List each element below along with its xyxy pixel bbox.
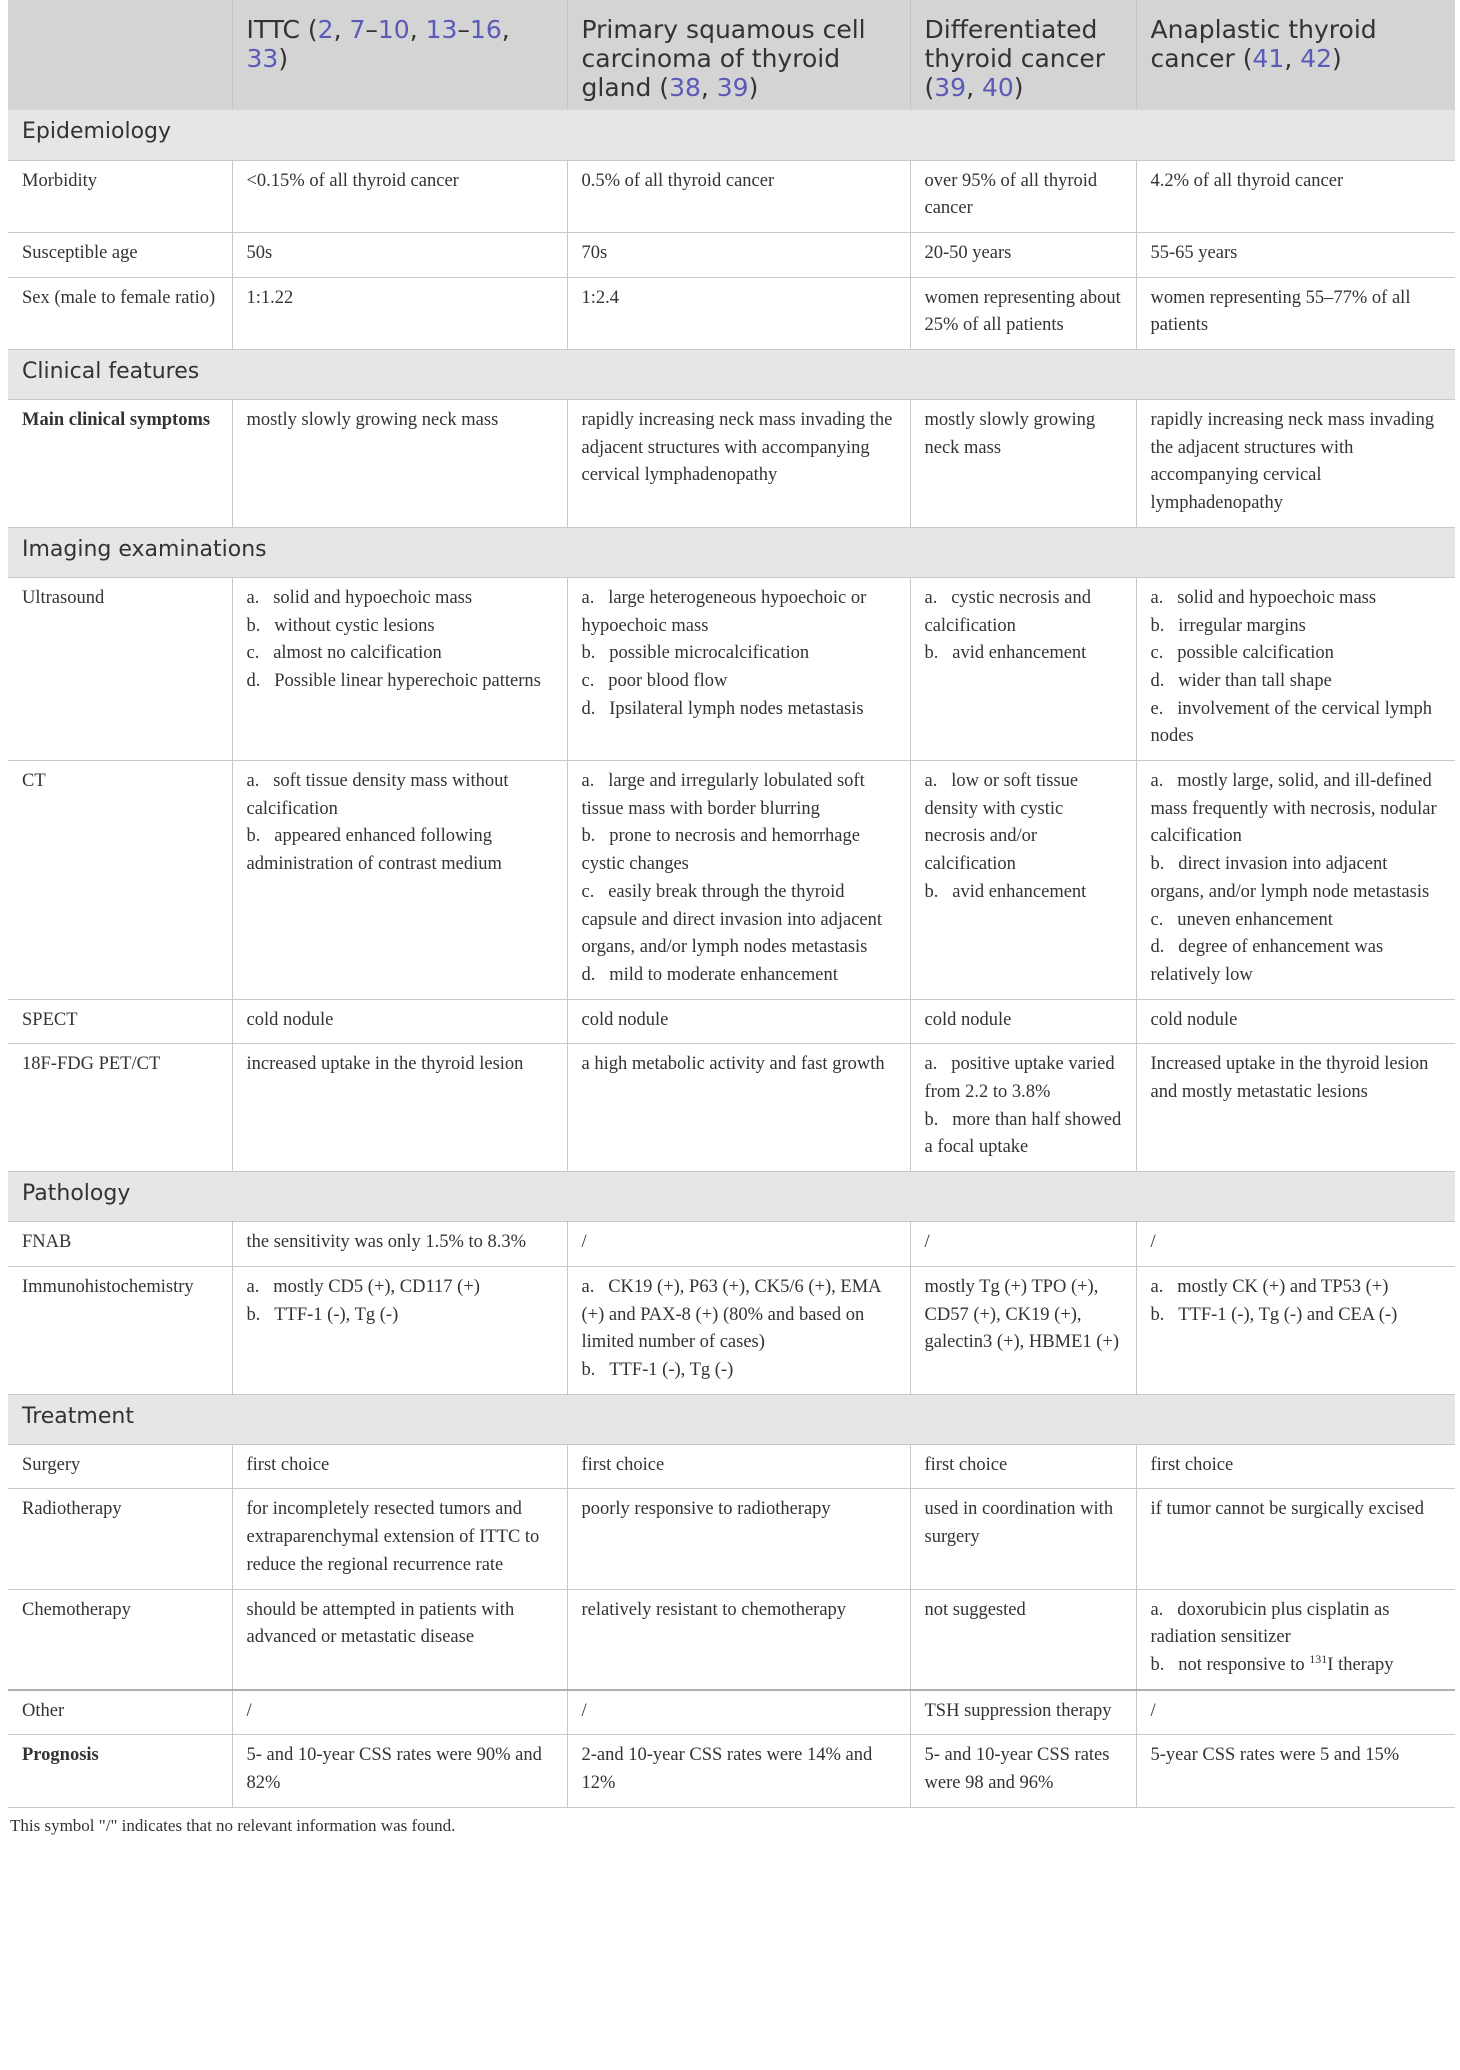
- list-item: a. cystic necrosis and calcification: [924, 587, 1091, 636]
- reference-link[interactable]: 33: [246, 44, 279, 73]
- list-item: b. appeared enhanced following administration of contrast medium: [246, 826, 502, 875]
- row-label: Main clinical symptoms: [8, 400, 232, 528]
- table-cell: for incompletely resected tumors and extraparenchymal extension of ITTC to reduce the regional recurrence rate: [232, 1489, 567, 1589]
- table-cell: [1136, 1266, 1455, 1394]
- list-item: a. mostly large, solid, and ill-defined mass frequently with necrosis, nodular calcification: [1150, 771, 1437, 847]
- table-cell: 5- and 10-year CSS rates were 98 and 96%: [910, 1735, 1136, 1807]
- table-row: [8, 577, 1455, 760]
- table-cell: mostly Tg (+) TPO (+), CD57 (+), CK19 (+), galectin3 (+), HBME1 (+): [910, 1266, 1136, 1394]
- table-cell: women representing 55–77% of all patients: [1136, 277, 1455, 349]
- row-label: Immunohistochemistry: [8, 1266, 232, 1394]
- reference-link[interactable]: 13: [425, 15, 458, 44]
- table-cell: [232, 577, 567, 760]
- table-cell: [1136, 577, 1455, 760]
- table-cell: [567, 761, 910, 1000]
- header-squamous: Primary squamous cell carcinoma of thyroid gland (38, 39): [567, 0, 910, 110]
- table-cell: if tumor cannot be surgically excised: [1136, 1489, 1455, 1589]
- list-item: b. avid enhancement: [924, 881, 1087, 902]
- list-item: b. TTF-1 (-), Tg (-): [581, 1360, 734, 1380]
- reference-link[interactable]: 39: [716, 73, 749, 102]
- table-cell: [232, 761, 567, 1000]
- table-cell: a high metabolic activity and fast growth: [567, 1044, 910, 1172]
- table-cell: /: [232, 1690, 567, 1735]
- table-row: [8, 761, 1455, 1000]
- row-label: Prognosis: [8, 1735, 232, 1807]
- header-differentiated: Differentiated thyroid cancer (39, 40): [910, 0, 1136, 110]
- header-ittc: ITTC (2, 7–10, 13–16, 33): [232, 0, 567, 110]
- list-item: a. soft tissue density mass without calcification: [246, 771, 509, 819]
- table-cell: mostly slowly growing neck mass: [232, 400, 567, 528]
- row-label: SPECT: [8, 999, 232, 1044]
- table-cell: /: [567, 1222, 910, 1267]
- table-row: [8, 1222, 1455, 1267]
- table-cell: [910, 1044, 1136, 1172]
- comparison-table-document: [8, 0, 1455, 1836]
- list-item: e. involvement of the cervical lymph nodes: [1150, 698, 1433, 747]
- list-item: a. large and irregularly lobulated soft tissue mass with border blurring: [581, 771, 865, 819]
- table-cell: 55-65 years: [1136, 232, 1455, 277]
- list-item: b. direct invasion into adjacent organs, and/or lymph node metastasis: [1150, 854, 1430, 902]
- table-row: [8, 1489, 1455, 1589]
- section-treatment: Treatment: [8, 1394, 1455, 1444]
- row-label: Other: [8, 1690, 232, 1735]
- reference-link[interactable]: 38: [669, 73, 701, 102]
- table-cell: 1:1.22: [232, 277, 567, 349]
- row-label: 18F-FDG PET/CT: [8, 1044, 232, 1172]
- table-row: [8, 400, 1455, 528]
- row-label: Radiotherapy: [8, 1489, 232, 1589]
- row-label: Chemotherapy: [8, 1589, 232, 1690]
- header-row: [8, 0, 1455, 110]
- list-item: d. Possible linear hyperechoic patterns: [246, 670, 541, 691]
- section-row: [8, 350, 1455, 400]
- table-cell: [567, 577, 910, 760]
- list-item: d. Ipsilateral lymph nodes metastasis: [581, 698, 864, 719]
- table-cell: 70s: [567, 232, 910, 277]
- list-item: d. degree of enhancement was relatively low: [1150, 937, 1384, 985]
- table-cell: [910, 761, 1136, 1000]
- table-cell: first choice: [1136, 1444, 1455, 1489]
- reference-link[interactable]: 41: [1252, 44, 1285, 73]
- header-anaplastic: Anaplastic thyroid cancer (41, 42): [1136, 0, 1455, 110]
- table-cell: <0.15% of all thyroid cancer: [232, 160, 567, 232]
- table-row: [8, 232, 1455, 277]
- table-cell: the sensitivity was only 1.5% to 8.3%: [232, 1222, 567, 1267]
- section-row: [8, 527, 1455, 577]
- table-cell: poorly responsive to radiotherapy: [567, 1489, 910, 1589]
- header-empty: [8, 0, 232, 110]
- table-cell: 2-and 10-year CSS rates were 14% and 12%: [567, 1735, 910, 1807]
- table-cell: 1:2.4: [567, 277, 910, 349]
- table-cell: /: [1136, 1222, 1455, 1267]
- table-footnote: This symbol "/" indicates that no relevant information was found.: [10, 1815, 456, 1835]
- table-cell: rapidly increasing neck mass invading the adjacent structures with accompanying cervical lymphadenopathy: [567, 400, 910, 528]
- section-row: [8, 1172, 1455, 1222]
- list-item: b. more than half showed a focal uptake: [924, 1109, 1122, 1158]
- list-item: a. solid and hypoechoic mass: [1150, 587, 1377, 608]
- table-cell: [910, 577, 1136, 760]
- section-imaging: Imaging examinations: [8, 527, 1455, 577]
- table-cell: 4.2% of all thyroid cancer: [1136, 160, 1455, 232]
- row-label: FNAB: [8, 1222, 232, 1267]
- table-cell: [1136, 1589, 1455, 1690]
- table-row: [8, 1266, 1455, 1394]
- table-cell: first choice: [910, 1444, 1136, 1489]
- table-cell: cold nodule: [567, 999, 910, 1044]
- table-row: [8, 1735, 1455, 1807]
- list-item: b. TTF-1 (-), Tg (-) and CEA (-): [1150, 1304, 1398, 1325]
- list-item: d. wider than tall shape: [1150, 670, 1332, 691]
- table-cell: cold nodule: [232, 999, 567, 1044]
- row-label: Ultrasound: [8, 577, 232, 760]
- list-item: b. avid enhancement: [924, 643, 1087, 664]
- table-cell: cold nodule: [910, 999, 1136, 1044]
- table-cell: 5-year CSS rates were 5 and 15%: [1136, 1735, 1455, 1807]
- reference-link[interactable]: 7: [349, 15, 366, 44]
- list-item: b. not responsive to $^{131}$I therapy: [1150, 1651, 1394, 1675]
- table-cell: /: [1136, 1690, 1455, 1735]
- list-item: a. CK19 (+), P63 (+), CK5/6 (+), EMA (+) and PAX-8 (+) (80% and based on limited number of cases): [581, 1276, 881, 1353]
- list-item: b. TTF-1 (-), Tg (-): [246, 1304, 399, 1325]
- table-row: [8, 999, 1455, 1044]
- table-row: [8, 1444, 1455, 1489]
- list-item: c. easily break through the thyroid capsule and direct invasion into adjacent organs, and/or lymph nodes metastasis: [581, 881, 883, 958]
- list-item: c. poor blood flow: [581, 670, 728, 691]
- table-cell: cold nodule: [1136, 999, 1455, 1044]
- table-cell: [1136, 761, 1455, 1000]
- table-cell: used in coordination with surgery: [910, 1489, 1136, 1589]
- section-pathology: Pathology: [8, 1172, 1455, 1222]
- table-cell: relatively resistant to chemotherapy: [567, 1589, 910, 1690]
- list-item: b. without cystic lesions: [246, 615, 435, 636]
- row-label: Surgery: [8, 1444, 232, 1489]
- row-label: Morbidity: [8, 160, 232, 232]
- row-label: Sex (male to female ratio): [8, 277, 232, 349]
- table-row: [8, 160, 1455, 232]
- list-item: c. almost no calcification: [246, 643, 442, 664]
- table-cell: TSH suppression therapy: [910, 1690, 1136, 1735]
- table-cell: Increased uptake in the thyroid lesion and mostly metastatic lesions: [1136, 1044, 1455, 1172]
- row-label: CT: [8, 761, 232, 1000]
- table-cell: rapidly increasing neck mass invading the adjacent structures with accompanying cervical lymphadenopathy: [1136, 400, 1455, 528]
- table-row: [8, 1044, 1455, 1172]
- reference-link[interactable]: 42: [1300, 44, 1333, 73]
- list-item: b. prone to necrosis and hemorrhage cystic changes: [581, 826, 860, 875]
- reference-link[interactable]: 39: [934, 73, 967, 102]
- table-cell: 20-50 years: [910, 232, 1136, 277]
- list-item: a. low or soft tissue density with cystic necrosis and/or calcification: [924, 771, 1079, 875]
- section-row: [8, 1394, 1455, 1444]
- list-item: a. doxorubicin plus cisplatin as radiation sensitizer: [1150, 1599, 1390, 1648]
- table-cell: 5- and 10-year CSS rates were 90% and 82%: [232, 1735, 567, 1807]
- list-item: a. mostly CD5 (+), CD117 (+): [246, 1276, 480, 1297]
- table-row: [8, 277, 1455, 349]
- list-item: b. possible microcalcification: [581, 643, 810, 664]
- list-item: c. uneven enhancement: [1150, 909, 1333, 930]
- table-cell: over 95% of all thyroid cancer: [910, 160, 1136, 232]
- table-cell: women representing about 25% of all patients: [910, 277, 1136, 349]
- table-cell: first choice: [567, 1444, 910, 1489]
- list-item: a. mostly CK (+) and TP53 (+): [1150, 1276, 1389, 1297]
- reference-link[interactable]: 40: [981, 73, 1014, 102]
- list-item: d. mild to moderate enhancement: [581, 964, 838, 985]
- table-cell: should be attempted in patients with advanced or metastatic disease: [232, 1589, 567, 1690]
- section-row: [8, 110, 1455, 160]
- reference-link[interactable]: 2: [317, 15, 334, 44]
- table-cell: /: [910, 1222, 1136, 1267]
- row-label: Susceptible age: [8, 232, 232, 277]
- list-item: a. positive uptake varied from 2.2 to 3.8%: [924, 1054, 1115, 1103]
- list-item: c. possible calcification: [1150, 643, 1334, 664]
- list-item: b. irregular margins: [1150, 615, 1306, 636]
- table-cell: [567, 1266, 910, 1394]
- table-cell: increased uptake in the thyroid lesion: [232, 1044, 567, 1172]
- table-cell: [232, 1266, 567, 1394]
- section-clinical-features: Clinical features: [8, 350, 1455, 400]
- table-cell: mostly slowly growing neck mass: [910, 400, 1136, 528]
- table-row: [8, 1690, 1455, 1735]
- list-item: a. large heterogeneous hypoechoic or hypoechoic mass: [581, 587, 867, 636]
- reference-link[interactable]: 16: [469, 15, 502, 44]
- table-row: [8, 1589, 1455, 1690]
- table-cell: /: [567, 1690, 910, 1735]
- section-epidemiology: Epidemiology: [8, 110, 1455, 160]
- table-cell: 50s: [232, 232, 567, 277]
- table-cell: first choice: [232, 1444, 567, 1489]
- reference-link[interactable]: 10: [377, 15, 410, 44]
- list-item: a. solid and hypoechoic mass: [246, 587, 473, 608]
- table-cell: not suggested: [910, 1589, 1136, 1690]
- table-cell: 0.5% of all thyroid cancer: [567, 160, 910, 232]
- comparison-table: [8, 0, 1455, 1808]
